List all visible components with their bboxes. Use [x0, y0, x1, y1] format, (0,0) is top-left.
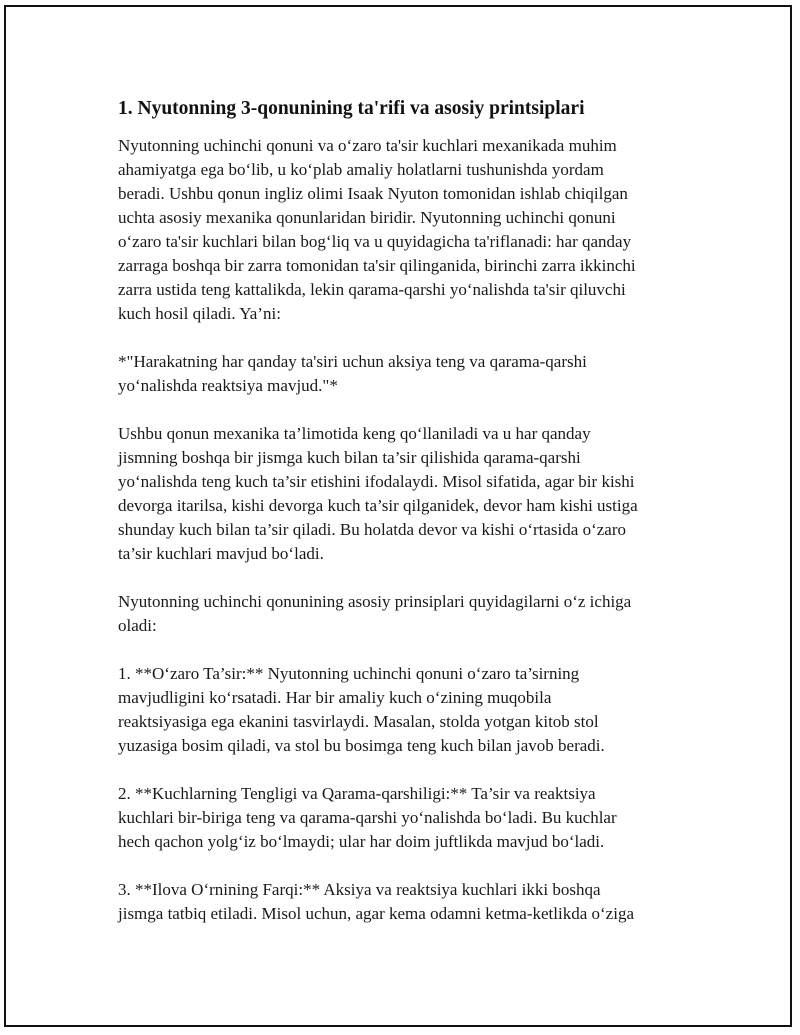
principles-intro-paragraph: Nyutonning uchinchi qonunining asosiy prinsiplari quyidagilarni o‘z ichiga oladi:: [118, 592, 632, 635]
document-body: [118, 96, 698, 950]
intro-paragraph: Nyutonning uchinchi qonuni va o‘zaro ta'sir kuchlari mexanikada muhim ahamiyatga ega bo‘lib, u ko‘plab amaliy holatlarni tushunishda yordam beradi. Ushbu qonun ingliz olimi Isaak Nyuton tomonidan ishlab chiqilgan uchta asosiy mexanika qonunlaridan biridir. Nyutonning uchinchi qonuni o‘zaro ta'sir kuchlari bilan bog‘liq va u quyidagicha ta'riflanadi: har qanday zarraga boshqa bir zarra tomonidan ta'sir qilinganida, birinchi zarra ikkinchi zarra ustida teng kattalikda, lekin qarama-qarshi yo‘nalishda ta'sir qiluvchi kuch hosil qiladi. Ya’ni:: [118, 136, 636, 323]
explanation-paragraph: Ushbu qonun mexanika ta’limotida keng qo‘llaniladi va u har qanday jismning boshqa bir jismga kuch bilan ta’sir qilishida qarama-qarshi yo‘nalishda teng kuch ta’sir etishini ifodalaydi. Misol sifatida, agar bir kishi devorga itarilsa, kishi devorga kuch ta’sir qilganidek, devor ham kishi ustiga shunday kuch bilan ta’sir qiladi. Bu holatda devor va kishi o‘rtasida o‘zaro ta’sir kuchlari mavjud bo‘ladi.: [118, 424, 638, 563]
principle-item-1: 1. **O‘zaro Ta’sir:** Nyutonning uchinchi qonuni o‘zaro ta’sirning mavjudligini ko‘rsatadi. Har bir amaliy kuch o‘zining muqobila reaktsiyasiga ega ekanini tasvirlaydi. Masalan, stolda yotgan kitob stol yuzasiga bosim qiladi, va stol bu bosimga teng kuch bilan javob beradi.: [118, 664, 605, 755]
section-heading: 1. Nyutonning 3-qonunining ta'rifi va asosiy printsiplari: [118, 98, 585, 119]
principle-item-3: 3. **Ilova O‘rnining Farqi:** Aksiya va reaktsiya kuchlari ikki boshqa jismga tatbiq etiladi. Misol uchun, agar kema odamni ketma-ketlikda o‘ziga: [118, 880, 634, 923]
principle-item-2: 2. **Kuchlarning Tengligi va Qarama-qarshiligi:** Ta’sir va reaktsiya kuchlari bir-biriga teng va qarama-qarshi yo‘nalishda bo‘ladi. Bu kuchlar hech qachon yolg‘iz bo‘lmaydi; ular har doim juftlikda mavjud bo‘ladi.: [118, 784, 617, 851]
law-quote-paragraph: *"Harakatning har qanday ta'siri uchun aksiya teng va qarama-qarshi yo‘nalishda reaktsiya mavjud."*: [118, 352, 587, 395]
